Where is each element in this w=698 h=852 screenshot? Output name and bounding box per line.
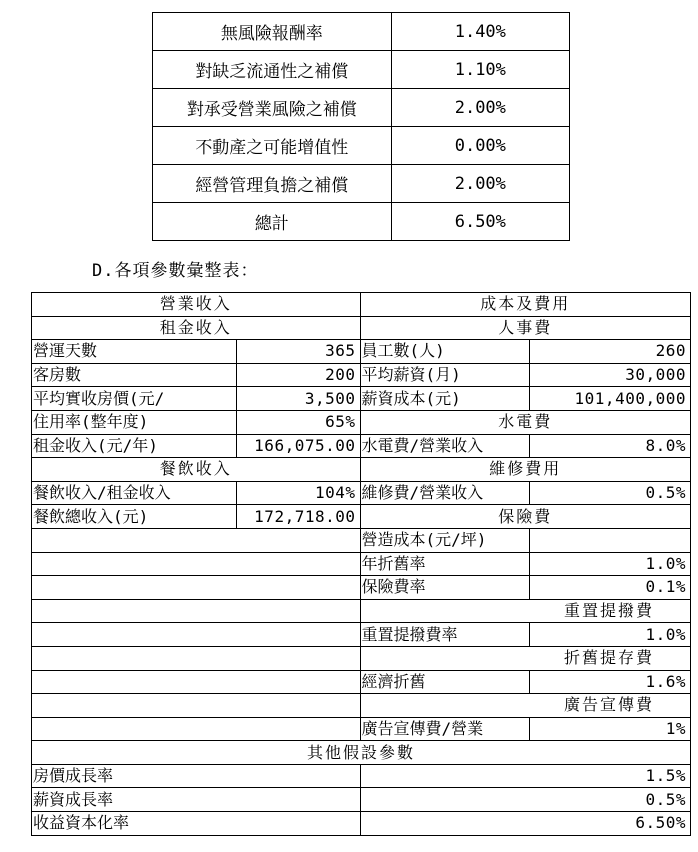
depr-reserve-header: 折舊提存費 (360, 646, 691, 670)
fb-ratio-label: 餐飲收入/租金收入 (32, 481, 237, 505)
occupancy-value: 65% (236, 410, 360, 434)
table-row (32, 387, 691, 411)
empty-cell (32, 576, 361, 600)
rate-label: 經營管理負擔之補償 (153, 165, 392, 203)
operating-days-label: 營運天數 (32, 340, 237, 364)
rate-composition-table (152, 12, 570, 241)
table-row (153, 165, 570, 203)
rate-label: 不動產之可能增值性 (153, 127, 392, 165)
rent-income-value: 166,075.00 (236, 434, 360, 458)
economic-depr-label: 經濟折舊 (360, 670, 530, 694)
cap-rate-label: 收益資本化率 (32, 812, 361, 836)
table-row (32, 623, 691, 647)
table-row (32, 599, 691, 623)
rate-value: 1.40% (391, 13, 569, 51)
table-row (32, 717, 691, 741)
salary-cost-value: 101,400,000 (530, 387, 691, 411)
revenue-header: 營業收入 (32, 293, 361, 317)
cap-rate-value: 6.50% (360, 812, 691, 836)
empty-cell (32, 599, 361, 623)
table-row (32, 741, 691, 765)
parameter-summary-table (31, 292, 691, 836)
advert-header: 廣告宣傳費 (360, 694, 691, 718)
utilities-ratio-label: 水電費/營業收入 (360, 434, 530, 458)
table-row (32, 481, 691, 505)
empty-cell (32, 717, 361, 741)
salary-growth-label: 薪資成長率 (32, 788, 361, 812)
table-row (32, 293, 691, 317)
construction-cost-value (530, 528, 691, 552)
insurance-header: 保險費 (360, 505, 691, 529)
avg-salary-value: 30,000 (530, 363, 691, 387)
insurance-rate-label: 保險費率 (360, 576, 530, 600)
table-row (32, 434, 691, 458)
rate-value: 1.10% (391, 51, 569, 89)
rate-value: 2.00% (391, 89, 569, 127)
rate-label: 總計 (153, 203, 392, 241)
rate-value: 6.50% (391, 203, 569, 241)
table-row (32, 363, 691, 387)
rate-label: 對承受營業風險之補償 (153, 89, 392, 127)
empty-cell (32, 528, 361, 552)
rate-label: 對缺乏流通性之補償 (153, 51, 392, 89)
table-row (32, 788, 691, 812)
fb-ratio-value: 104% (236, 481, 360, 505)
replacement-rate-value: 1.0% (530, 623, 691, 647)
rooms-label: 客房數 (32, 363, 237, 387)
staff-count-value: 260 (530, 340, 691, 364)
fb-header: 餐飲收入 (32, 458, 361, 482)
price-growth-label: 房價成長率 (32, 764, 361, 788)
table-row (32, 410, 691, 434)
construction-cost-label: 營造成本(元/坪) (360, 528, 530, 552)
salary-growth-value: 0.5% (360, 788, 691, 812)
table-row (32, 316, 691, 340)
table-row (32, 458, 691, 482)
rate-value: 2.00% (391, 165, 569, 203)
table-row (32, 528, 691, 552)
avg-room-price-label: 平均實收房價(元/ (32, 387, 237, 411)
operating-days-value: 365 (236, 340, 360, 364)
rate-value: 0.00% (391, 127, 569, 165)
avg-room-price-value: 3,500 (236, 387, 360, 411)
table-row (32, 646, 691, 670)
table-row (32, 552, 691, 576)
table-row (32, 670, 691, 694)
salary-cost-label: 薪資成本(元) (360, 387, 530, 411)
empty-cell (32, 694, 361, 718)
empty-cell (32, 670, 361, 694)
table-row (32, 694, 691, 718)
table-row (153, 127, 570, 165)
table-row (153, 203, 570, 241)
rent-header: 租金收入 (32, 316, 361, 340)
table-row (32, 505, 691, 529)
replacement-rate-label: 重置提撥費率 (360, 623, 530, 647)
table-row (32, 764, 691, 788)
replacement-header: 重置提撥費 (360, 599, 691, 623)
staff-count-label: 員工數(人) (360, 340, 530, 364)
empty-cell (32, 646, 361, 670)
maintenance-ratio-label: 維修費/營業收入 (360, 481, 530, 505)
table-row (32, 340, 691, 364)
table-row (153, 13, 570, 51)
maintenance-ratio-value: 0.5% (530, 481, 691, 505)
price-growth-value: 1.5% (360, 764, 691, 788)
rent-income-label: 租金收入(元/年) (32, 434, 237, 458)
advert-ratio-label: 廣告宣傳費/營業 (360, 717, 530, 741)
fb-total-label: 餐飲總收入(元) (32, 505, 237, 529)
other-header: 其他假設參數 (32, 741, 691, 765)
depreciation-rate-value: 1.0% (530, 552, 691, 576)
fb-total-value: 172,718.00 (236, 505, 360, 529)
rooms-value: 200 (236, 363, 360, 387)
table-row (153, 51, 570, 89)
table-row (153, 89, 570, 127)
maintenance-header: 維修費用 (360, 458, 691, 482)
rate-label: 無風險報酬率 (153, 13, 392, 51)
economic-depr-value: 1.6% (530, 670, 691, 694)
table-row (32, 576, 691, 600)
empty-cell (32, 623, 361, 647)
section-title: D.各項參數彙整表： (92, 261, 259, 281)
occupancy-label: 住用率(整年度) (32, 410, 237, 434)
cost-header: 成本及費用 (360, 293, 691, 317)
empty-cell (32, 552, 361, 576)
personnel-header: 人事費 (360, 316, 691, 340)
utilities-header: 水電費 (360, 410, 691, 434)
utilities-ratio-value: 8.0% (530, 434, 691, 458)
table-row (32, 812, 691, 836)
advert-ratio-value: 1% (530, 717, 691, 741)
depreciation-rate-label: 年折舊率 (360, 552, 530, 576)
insurance-rate-value: 0.1% (530, 576, 691, 600)
avg-salary-label: 平均薪資(月) (360, 363, 530, 387)
